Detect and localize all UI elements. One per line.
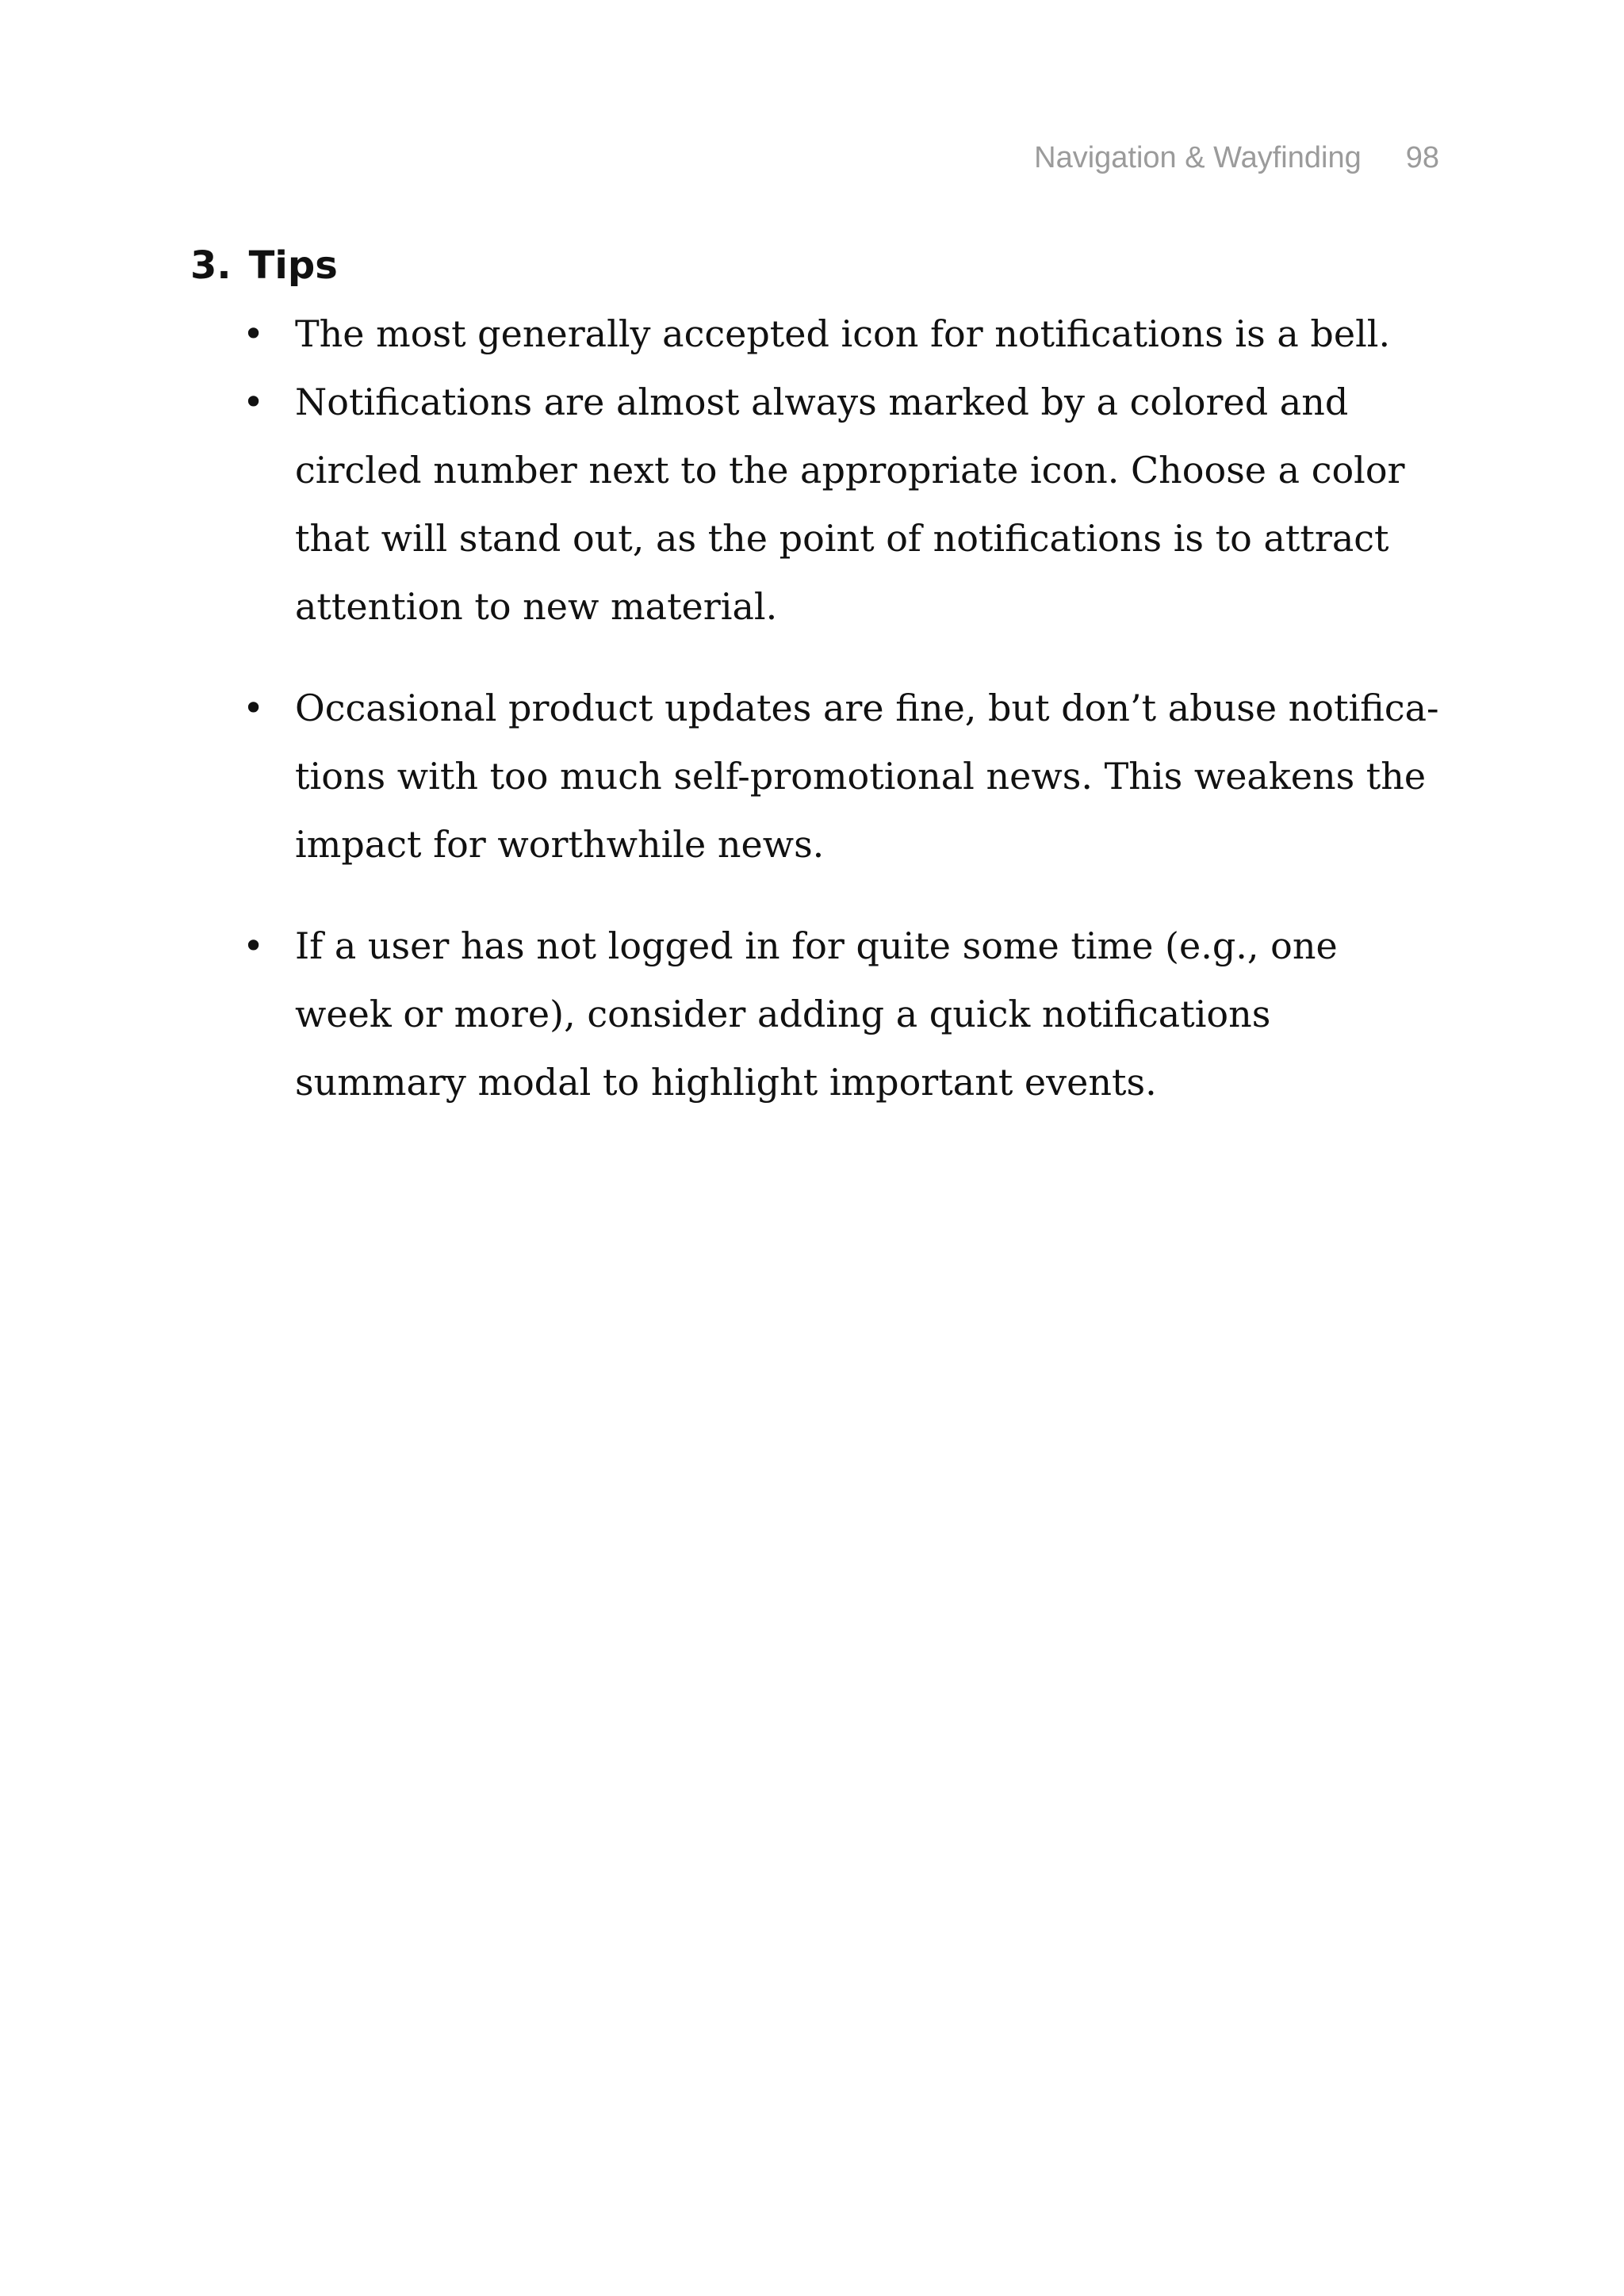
- list-item-text: Occasional product updates are fine, but don’t abuse notifica-tions with too much self-promotional news. This weakens the impact for worthwhile news.: [295, 687, 1439, 866]
- main-content: [190, 238, 1443, 1116]
- list-item-text: Notifications are almost always marked by a colored and circled number next to the appropriate icon. Choose a color that will stand out, as the point of notifications is to attract attention to new material.: [295, 381, 1405, 628]
- section-number: 3.: [190, 243, 232, 288]
- section-title: Tips: [248, 243, 338, 288]
- bullet-icon: •: [243, 687, 265, 729]
- list-item: [190, 912, 1443, 1116]
- bullet-icon: •: [243, 924, 265, 967]
- list-item: [190, 368, 1443, 641]
- list-item-text: The most generally accepted icon for notifications is a bell.: [295, 312, 1391, 355]
- tips-list: [190, 300, 1443, 1116]
- section-heading: [190, 238, 1443, 293]
- chapter-title: Navigation & Wayfinding: [1034, 141, 1362, 174]
- bullet-icon: •: [243, 381, 265, 423]
- running-header: [1034, 141, 1439, 175]
- page-number: 98: [1405, 141, 1439, 174]
- list-item: [190, 674, 1443, 878]
- list-item-text: If a user has not logged in for quite some time (e.g., one week or more), consider adding a quick notifications summary modal to highlight important events.: [295, 924, 1338, 1104]
- bullet-icon: •: [243, 312, 265, 355]
- list-item: [190, 300, 1443, 368]
